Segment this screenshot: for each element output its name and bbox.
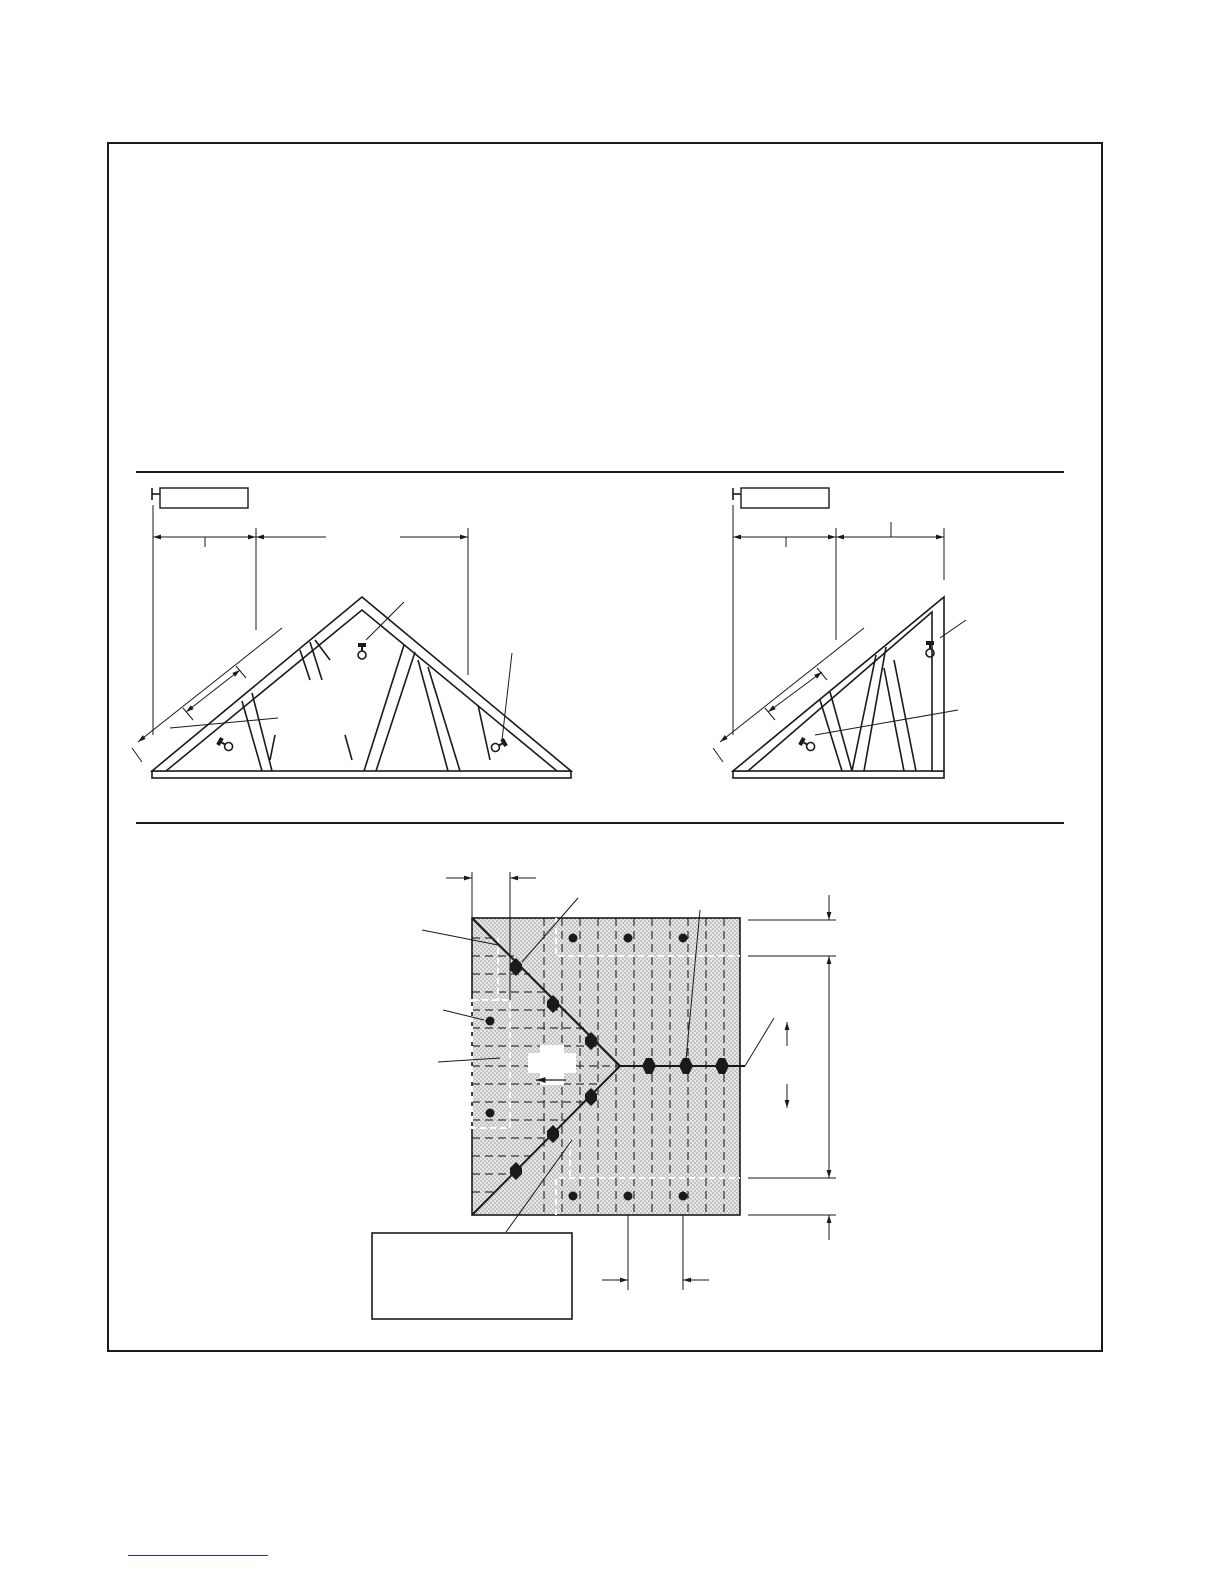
gable-roof-elevation <box>132 488 571 778</box>
dot-icon <box>569 1192 578 1201</box>
dot-icon <box>486 1017 495 1026</box>
dot-icon <box>624 1192 633 1201</box>
dot-icon <box>486 1109 495 1118</box>
sidewall-sprinkler-icon <box>216 737 234 752</box>
label-box-right <box>733 488 829 508</box>
dimension-top-right <box>733 522 944 547</box>
callout-box <box>372 1233 572 1319</box>
dot-icon <box>569 934 578 943</box>
sidewall-sprinkler-icon <box>490 738 508 753</box>
hip-roof-plan <box>372 872 836 1319</box>
sidewall-sprinkler-icon <box>798 737 816 752</box>
footer-link-underline <box>128 1555 268 1556</box>
dot-icon <box>679 1192 688 1201</box>
sprinkler-icon <box>358 643 366 659</box>
dimension-top-left <box>153 537 468 547</box>
slope-dimension-right <box>713 628 864 762</box>
shed-roof-elevation <box>713 488 966 778</box>
dot-icon <box>679 934 688 943</box>
dot-icon <box>624 934 633 943</box>
label-box-left <box>152 488 248 508</box>
